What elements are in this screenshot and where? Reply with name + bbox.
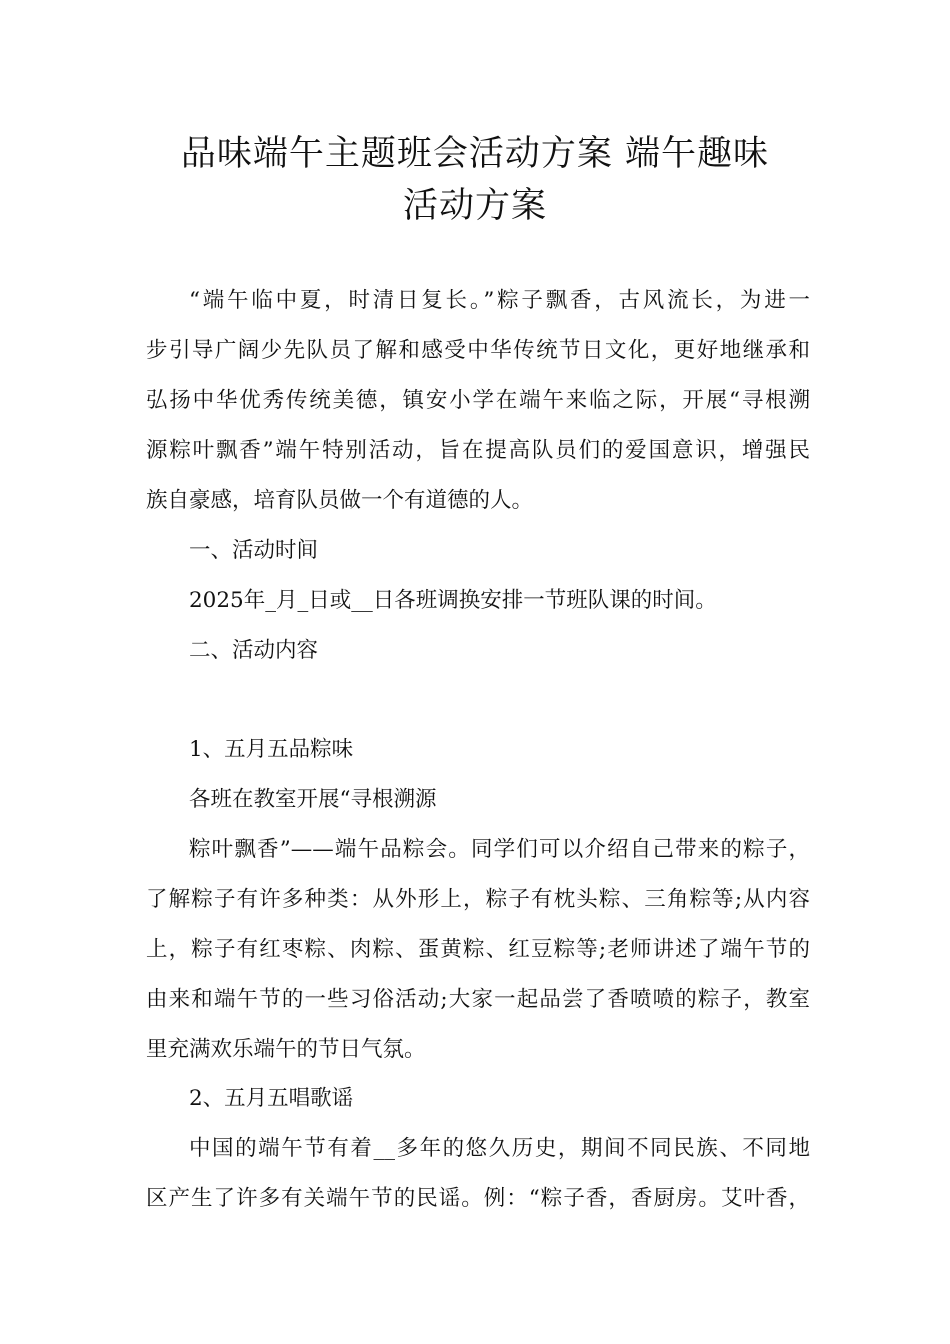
time-line: 2025年_月_日或__日各班调换安排一节班队课的时间。 [189, 588, 717, 613]
intro-line-4: 源粽叶飘香”端午特别活动，旨在提高队员们的爱国意识，增强民 [146, 438, 810, 463]
section-heading-time: 一、活动时间 [189, 538, 319, 563]
item1-line-5: 由来和端午节的一些习俗活动;大家一起品尝了香喷喷的粽子，教室 [146, 987, 810, 1012]
item1-line-1: 各班在教室开展“寻根溯源 [189, 787, 437, 812]
item2-line-2: 区产生了许多有关端午节的民谣。例：“粽子香，香厨房。艾叶香， [146, 1186, 810, 1211]
intro-line-1: “端午临中夏，时清日复长。”粽子飘香，古风流长，为进一 [189, 288, 810, 313]
item2-line-1: 中国的端午节有着__多年的悠久历史，期间不同民族、不同地 [189, 1136, 810, 1161]
item1-line-4: 上，粽子有红枣粽、肉粽、蛋黄粽、红豆粽等;老师讲述了端午节的 [146, 937, 810, 962]
intro-line-5: 族自豪感，培育队员做一个有道德的人。 [146, 488, 534, 513]
item1-line-6: 里充满欢乐端午的节日气氛。 [146, 1037, 426, 1062]
title-line-1: 品味端午主题班会活动方案 端午趣味 [180, 134, 770, 174]
item-heading-1: 1、五月五品粽味 [189, 737, 354, 762]
document-title [100, 128, 850, 232]
section-heading-content: 二、活动内容 [189, 638, 319, 663]
intro-line-3: 弘扬中华优秀传统美德，镇安小学在端午来临之际，开展“寻根溯 [146, 388, 810, 413]
title-line-2: 活动方案 [402, 186, 547, 226]
item-heading-2: 2、五月五唱歌谣 [189, 1086, 354, 1111]
intro-line-2: 步引导广阔少先队员了解和感受中华传统节日文化，更好地继承和 [146, 338, 810, 363]
item1-line-2: 粽叶飘香”——端午品粽会。同学们可以介绍自己带来的粽子， [189, 837, 810, 862]
item1-line-3: 了解粽子有许多种类：从外形上，粽子有枕头粽、三角粽等;从内容 [146, 887, 810, 912]
